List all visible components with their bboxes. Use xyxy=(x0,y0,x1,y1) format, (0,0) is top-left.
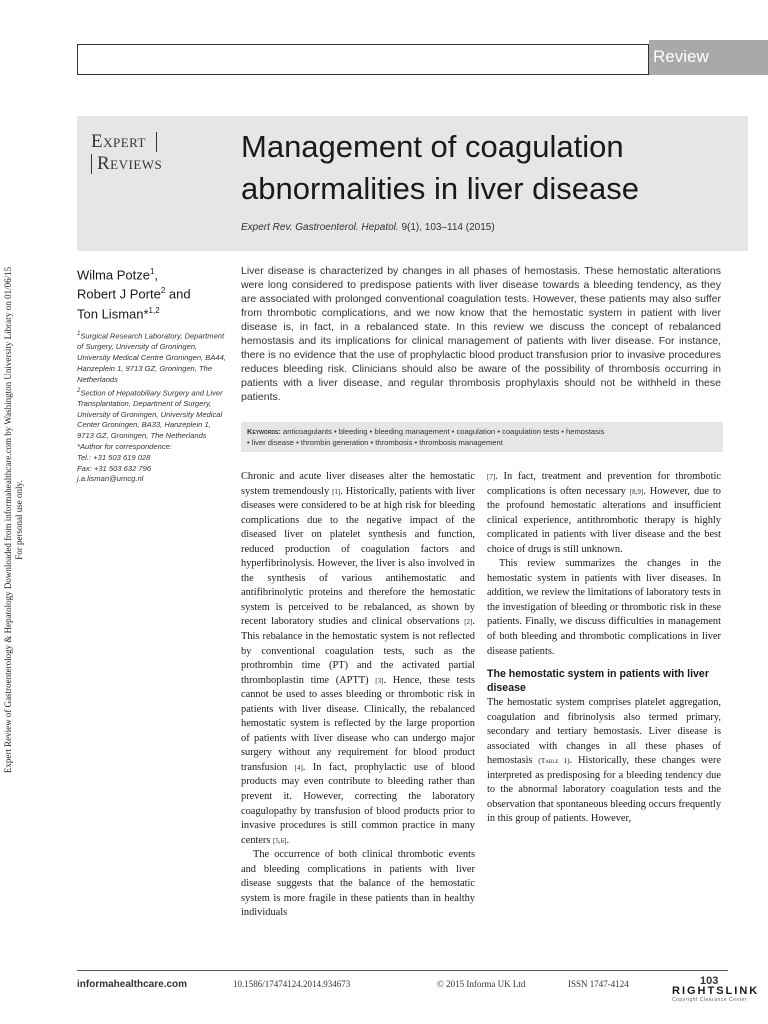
rightslink-subtext: Copyright Clearance Center xyxy=(672,997,747,1003)
ref-link[interactable]: [5,6] xyxy=(273,836,287,845)
ref-link[interactable]: [2] xyxy=(464,618,473,627)
logo-line-1: Expert xyxy=(91,132,157,152)
download-notice xyxy=(2,225,26,815)
top-banner-box xyxy=(77,44,649,75)
citation-journal: Expert Rev. Gastroenterol. Hepatol. xyxy=(241,222,399,233)
download-notice-text xyxy=(3,225,25,815)
p2-text-b: . In fact, treatment and prevention for thrombotic complications is often necessary xyxy=(487,471,721,497)
review-tab: Review xyxy=(649,40,768,75)
footer-site-link[interactable]: informahealthcare.com xyxy=(77,979,188,990)
author-2: Robert J Porte xyxy=(77,286,161,302)
p1-text-f: . xyxy=(286,834,290,846)
keywords-label: Keywords: xyxy=(247,427,281,436)
section-heading: The hemostatic system in patients with liver disease xyxy=(487,668,709,695)
affiliation-1-sup: 1 xyxy=(77,330,81,337)
p1-text-c: . This rebalance in the hemostatic system is not reflected by conventional coagulation tests, such as the prothrombin time (PT) and the activated partial thromboplastin time (APTT) xyxy=(241,616,475,686)
header-panel xyxy=(77,116,748,251)
body-column-right xyxy=(487,470,721,827)
download-notice-line1: Expert Review of Gastroenterology & Hepatology Downloaded from informahealthcare.com by Washington University Library on 01/06/15 xyxy=(3,266,13,774)
p2-text-a: The occurrence of both clinical thrombotic events and bleeding complications in patients with liver disease suggests that the balance of the hemostatic system is more fragile in these patients than in healthy individuals xyxy=(241,849,475,919)
author-block xyxy=(77,264,227,485)
p1-text-e: . In fact, prophylactic use of blood products may even contribute to bleeding rather than prevent it. However, correcting the laboratory coagulopathy by transfusion of blood products prior to invasive procedures is still common practice in many centers xyxy=(241,761,475,846)
footer-doi: 10.1586/17474124.2014.934673 xyxy=(233,979,351,989)
footer-issn: ISSN 1747-4124 xyxy=(568,979,629,989)
author-2-sup: 2 xyxy=(160,286,166,296)
p1-text-b: . Historically, patients with liver diseases were considered to be at high risk for bleeding complications due to the negative impact of the diseased liver on platelet synthesis and function, reduced production of coagulation factors and hyperfibrinolysis. However, the liver is also involved in the synthesis of various antihemostatic and antifibrinolytic proteins and therefore the hemostatic system is perceived to be rebalanced, as shown by recent laboratory studies and clinical observations xyxy=(241,485,475,628)
page-number: 103 xyxy=(700,975,719,987)
body-paragraph-2-cont xyxy=(487,470,721,557)
affiliation-1-text: Surgical Research Laboratory, Department of Surgery, University of Groningen, University Medical Centre Groningen, BA44, Hanzeplein 1, 9713 GZ, Groningen, The Netherlands xyxy=(77,331,226,384)
author-1: Wilma Potze xyxy=(77,267,150,283)
expert-reviews-logo xyxy=(91,132,241,174)
author-2-tail: and xyxy=(165,286,191,302)
correspondence-fax: Fax: +31 503 632 796 xyxy=(77,463,152,473)
keywords-line-1: anticoagulants • bleeding • bleeding management • coagulation • coagulation tests • hemostasis xyxy=(280,427,605,436)
keywords-line-2: • liver disease • thrombin generation • thrombosis • thrombosis management xyxy=(247,438,503,447)
correspondence-label: *Author for correspondence: xyxy=(77,442,172,452)
download-notice-line2: For personal use only. xyxy=(14,480,24,560)
affiliation-2-text: Section of Hepatobiliary Surgery and Liver Transplantation, Department of Surgery, University of Groningen, University Medical Center Groningen, BA33, Hanzeplein 1, 9713 GZ, Groningen, The Netherlands xyxy=(77,388,223,441)
rightslink-text: RIGHTSLINK xyxy=(672,985,760,997)
author-3-sup: 1,2 xyxy=(148,305,160,315)
abstract: Liver disease is characterized by changes in all phases of hemostasis. These hemostatic alterations were long considered to predispose patients with liver disease towards a bleeding tendency, as they are associated with prolonged conventional coagulation tests. However, these patients may also suffer from thrombotic complications, and we now know that the hemostatic system in patient with liver disease is, in fact, in a rebalanced state. In this review we discuss the concept of rebalanced hemostasis and its implications for clinical management of patients with liver disease. For instance, there is no evidence that the use of prophylactic blood product transfusion prior to invasive procedures reduces bleeding risk. Clinicians should also be aware of the possibility of thrombosis occurring in patients with a liver disease, and regular thrombosis prophylaxis should not be withheld in these patients. xyxy=(241,265,721,403)
footer-copyright: © 2015 Informa UK Ltd xyxy=(437,979,526,989)
footer-rule xyxy=(77,970,728,971)
rightslink-logo[interactable] xyxy=(672,985,760,1005)
affiliation-2-sup: 2 xyxy=(77,387,81,394)
table-ref-link[interactable]: (Table 1) xyxy=(538,756,570,766)
correspondence-tel: Tel.: +31 503 619 028 xyxy=(77,452,151,462)
author-names: Wilma Potze$^1$, Robert J Porte$^2$ and Ton Lisman*$^{1,2}$ xyxy=(77,267,191,321)
article-title: Management of coagulation abnormalities in liver disease xyxy=(241,129,640,206)
affiliations xyxy=(77,329,227,485)
affiliation-1 xyxy=(77,329,227,386)
p1-text-a: Chronic and acute liver diseases alter the hemostatic system tremendously xyxy=(241,471,475,497)
author-3: Ton Lisman* xyxy=(77,305,149,321)
body-paragraph-2-start xyxy=(241,848,475,921)
body-column-left xyxy=(241,470,475,921)
p2-text-c: . However, due to the profound hemostatic alterations and insufficient clinical experience, antithrombotic therapy is highly complicated in patients with liver disease and the best choice of drugs is still unknown. xyxy=(487,485,721,555)
citation xyxy=(241,222,495,233)
ref-link[interactable]: [4] xyxy=(294,763,303,772)
affiliation-2 xyxy=(77,386,227,443)
correspondence-email[interactable]: j.a.lisman@umcg.nl xyxy=(77,474,144,484)
ref-link[interactable]: [7] xyxy=(487,473,496,481)
ref-link[interactable]: [3] xyxy=(375,676,384,685)
keywords-box xyxy=(241,422,723,452)
logo-line-2: Reviews xyxy=(91,154,162,174)
citation-detail: 9(1), 103–114 (2015) xyxy=(398,222,495,233)
p1-text-d: . Hence, these tests cannot be used to asses bleeding or thrombotic risk in patients with liver disease. Clinically, the rebalanced hemostatic system is reflected by the large proportion of patients with liver disease who can undergo major surgery without any requirement for blood product transfusion xyxy=(241,674,475,773)
p4-text-a: The hemostatic system comprises platelet aggregation, coagulation and fibrinolysis also termed primary, secondary and tertiary hemostasis. Liver disease is associated with changes in all these phases of hemostasis xyxy=(487,697,721,767)
author-1-sup: 1 xyxy=(149,267,155,276)
ref-link[interactable]: [1] xyxy=(332,487,341,496)
p4-text-b: . Historically, these changes were interpreted as predisposing for a bleeding tendency due to the abnormal laboratory coagulation tests and the observation that spontaneous bleeding occurs frequently in this group of patients. However, xyxy=(487,755,722,825)
body-paragraph-1 xyxy=(241,470,475,848)
ref-link[interactable]: [8,9] xyxy=(629,487,644,496)
body-paragraph-4 xyxy=(487,696,721,827)
body-paragraph-3: This review summarizes the changes in the hemostatic system in patients with liver diseases. In addition, we review the limitations of laboratory tests in the investigation of bleeding or thrombotic risk in these patients. Finally, we discuss difficulties in management of both bleeding and thrombotic complications in liver disease patients. xyxy=(487,558,721,657)
